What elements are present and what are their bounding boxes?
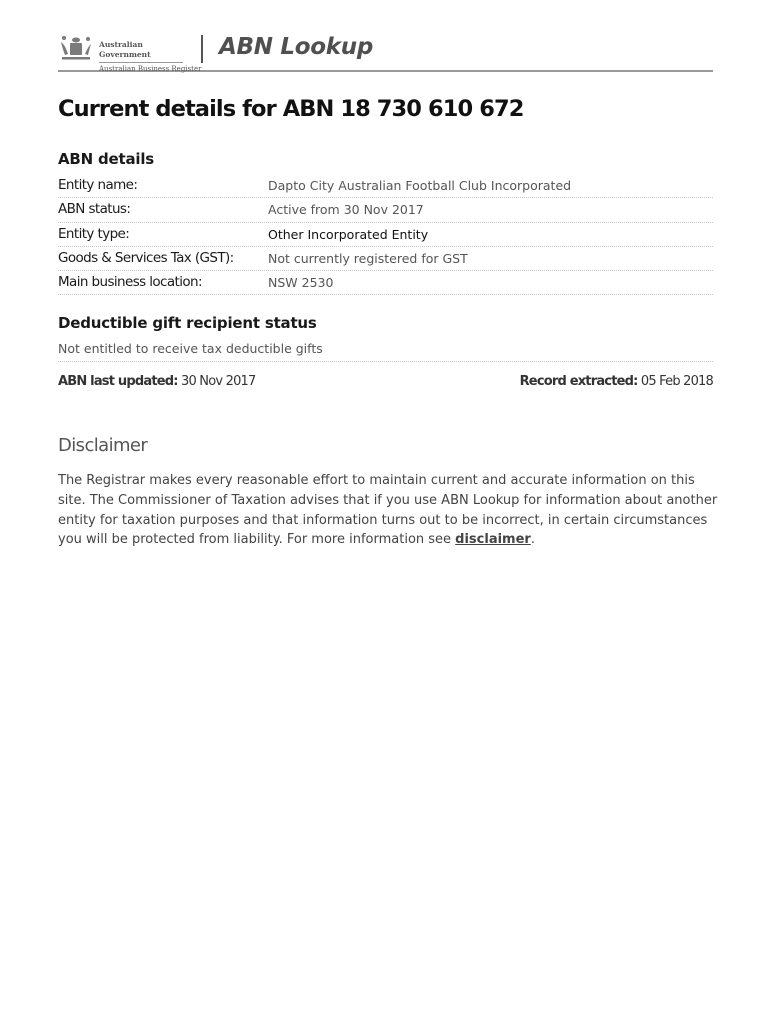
record-extracted [520,374,713,389]
coat-of-arms-icon [58,34,94,64]
details-row-entity-name [58,174,713,198]
gift-status-heading: Deductible gift recipient status [58,314,317,332]
record-extracted-label: Record extracted: [519,374,638,389]
details-row-gst [58,247,713,271]
disclaimer-paragraph [58,471,718,550]
last-updated-label: ABN last updated: [58,374,178,389]
app-title: ABN Lookup [219,34,373,60]
page-header [58,0,713,72]
gst-value: Not currently registered for GST [268,250,468,266]
agency-name: Australian Business Register [99,65,202,73]
abn-last-updated [58,374,255,389]
entity-type-label: Entity type: [58,225,130,242]
gst-label: Goods & Services Tax (GST): [58,249,234,266]
page-title: Current details for ABN 18 730 610 672 [58,96,524,122]
details-row-entity-type [58,223,713,247]
header-divider [201,35,203,63]
entity-type-value: Other Incorporated Entity [268,226,429,242]
abn-details-table [58,174,713,295]
government-logo-text [99,40,201,75]
location-label: Main business location: [58,274,202,291]
details-row-abn-status [58,198,713,222]
disclaimer-heading: Disclaimer [58,435,148,456]
gift-status-text: Not entitled to receive tax deductible gifts [58,341,323,356]
disclaimer-suffix: . [530,532,535,548]
disclaimer-link[interactable]: disclaimer [455,532,531,548]
location-value: NSW 2530 [268,275,334,291]
last-updated-value: 30 Nov 2017 [181,374,256,389]
divider [58,361,713,362]
entity-name-label: Entity name: [58,177,138,193]
entity-name-value: Dapto City Australian Football Club Incorporated [268,178,572,193]
details-row-location [58,271,713,295]
document-page [58,0,718,548]
abn-status-value: Active from 30 Nov 2017 [268,202,424,218]
gov-name: Australian Government [99,40,183,63]
abn-status-label: ABN status: [58,201,131,218]
abn-details-heading: ABN details [58,150,155,168]
disclaimer-body: The Registrar makes every reasonable effort to maintain current and accurate information on this site. The Commissioner of Taxation advises that if you use ABN Lookup for information about another entity for taxation purposes and that information turns out to be incorrect, in certain circumstances you will be protected from liability. For more information see [58,473,718,548]
record-extracted-value: 05 Feb 2018 [640,374,713,389]
